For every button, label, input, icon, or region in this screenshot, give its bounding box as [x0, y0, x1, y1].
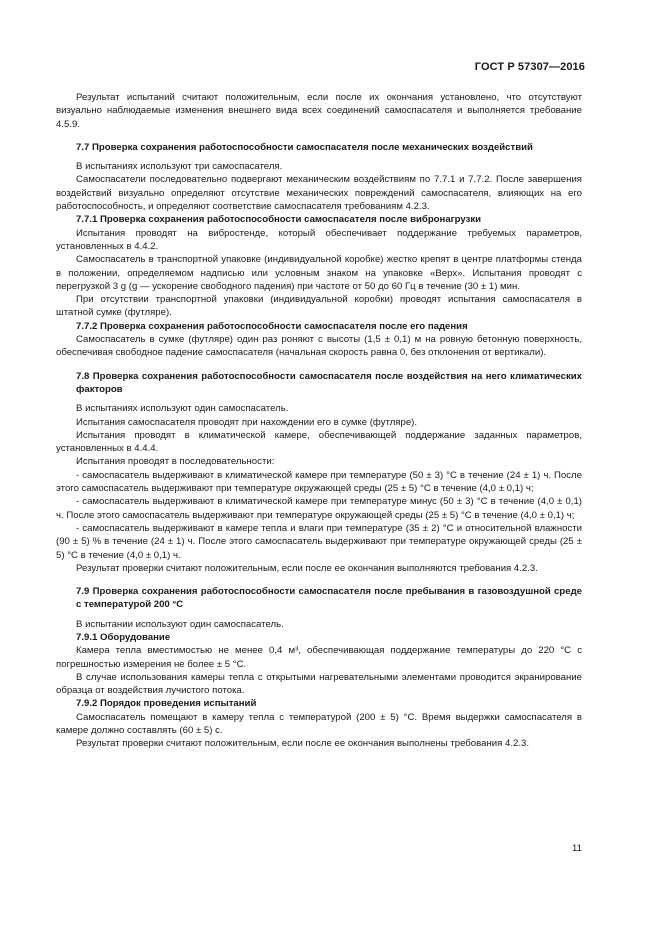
subsection-heading-7-7-1: 7.7.1 Проверка сохранения работоспособности самоспасателя после вибронагрузки	[76, 214, 482, 226]
paragraph: Камера тепла вместимостью не менее 0,4 м³, обеспечивающая поддержание температуры до 220 °С с погрешностью измерения не более ± 5 °С.	[56, 645, 582, 670]
paragraph: Самоспасатель помещают в камеру тепла с температурой (200 ± 5) °С. Время выдержки самоспасателя в камере должно составлять (60 ± 5) с.	[56, 711, 582, 737]
paragraph: В испытаниях используют один самоспасатель.	[76, 403, 289, 415]
section-heading-7-7: 7.7 Проверка сохранения работоспособности самоспасателя после механических воздействий	[76, 141, 533, 153]
paragraph: Самоспасатель в транспортной упаковке (индивидуальной коробке) жестко крепят в центре платформы стенда в положении, определяемом надписью или условным знаком на упаковке «Верх». Испытания проводят с перегрузкой 3 g (g — ускорение свободного падения) при частоте от 50 до 60 Гц в течение (30 ± 1) мин.	[56, 254, 582, 292]
paragraph: Результат испытаний считают положительным, если после их окончания установлено, что отсутствуют визуально наблюдаемые изменения внешнего вида всех соединений самоспасателя и выполняется требование 4.5.9.	[56, 92, 582, 130]
subsection-heading-7-9-1: 7.9.1 Оборудование	[76, 631, 171, 643]
subsection-heading-7-7-2: 7.7.2 Проверка сохранения работоспособности самоспасателя после его падения	[76, 320, 468, 332]
document-body	[56, 91, 582, 751]
paragraph: Испытания проводят в климатической камере, обеспечивающей поддержание заданных параметров, установленных в 4.4.4.	[56, 429, 582, 455]
subsection-heading-7-9-2: 7.9.2 Порядок проведения испытаний	[76, 698, 257, 710]
paragraph: При отсутствии транспортной упаковки (индивидуальной коробки) проводят испытания самоспасателя в штатной сумке (футляре).	[56, 294, 582, 319]
paragraph: Результат проверки считают положительным, если после ее окончания выполнены требования 4.2.3.	[76, 738, 529, 750]
paragraph: Испытания проводят на вибростенде, который обеспечивает поддержание требуемых параметров, установленных в 4.4.2.	[56, 227, 582, 252]
page-number: 11	[572, 843, 582, 854]
paragraph: Самоспасатели последовательно подвергают механическим воздействиям по 7.7.1 и 7.7.2. После завершения воздействий визуально определяют отсутствие механических повреждений самоспасателя, влияющих на его работоспособность, и определяют соответствие самоспасателя требованиям 4.2.3.	[56, 174, 582, 213]
paragraph: Результат проверки считают положительным, если после ее окончания выполняются требования 4.2.3.	[76, 562, 538, 574]
list-item: - самоспасатель выдерживают в климатической камере при температуре минус (50 ± 3) °С в течение (4,0 ± 0,1) ч. После этого самоспасатель выдерживают при температуре окружающей среды (25 ± 5) °С в течение (4,0 ± 0,1) ч;	[56, 496, 582, 521]
paragraph: В случае использования камеры тепла с открытыми нагревательными элементами проводится экранирование образца от воздействия лучистого потока.	[56, 671, 582, 697]
paragraph: В испытании используют один самоспасатель.	[76, 618, 284, 630]
section-heading-7-8: 7.8 Проверка сохранения работоспособности самоспасателя после воздействия на него климатических факторов	[76, 370, 582, 395]
document-standard-id: ГОСТ Р 57307—2016	[474, 61, 585, 73]
list-item: - самоспасатель выдерживают в климатической камере при температуре (50 ± 3) °С в течение (24 ± 1) ч. После этого самоспасатель выдерживают при температуре окружающей среды (25 ± 5) °С в течение (4,0 ± 0,1) ч;	[56, 469, 582, 495]
paragraph: Испытания самоспасателя проводят при нахождении его в сумке (футляре).	[76, 416, 418, 428]
paragraph: В испытаниях используют три самоспасателя.	[76, 161, 283, 173]
paragraph: Самоспасатель в сумке (футляре) один раз роняют с высоты (1,5 ± 0,1) м на ровную бетонную поверхность, обеспечивая свободное падение самоспасателя (начальная скорость равна 0, без отклонения от вертикали).	[56, 334, 582, 359]
section-heading-7-9: 7.9 Проверка сохранения работоспособности самоспасателя после пребывания в газовоздушной среде с температурой 200 °С	[76, 586, 582, 611]
list-item: - самоспасатель выдерживают в камере тепла и влаги при температуре (35 ± 2) °С и относительной влажности (90 ± 5) % в течение (24 ± 1) ч. После этого самоспасатель выдерживают при температуре окружающей среды (25 ± 5) °С в течение (4,0 ± 0,1) ч.	[56, 522, 582, 561]
paragraph: Испытания проводят в последовательности:	[76, 456, 275, 468]
